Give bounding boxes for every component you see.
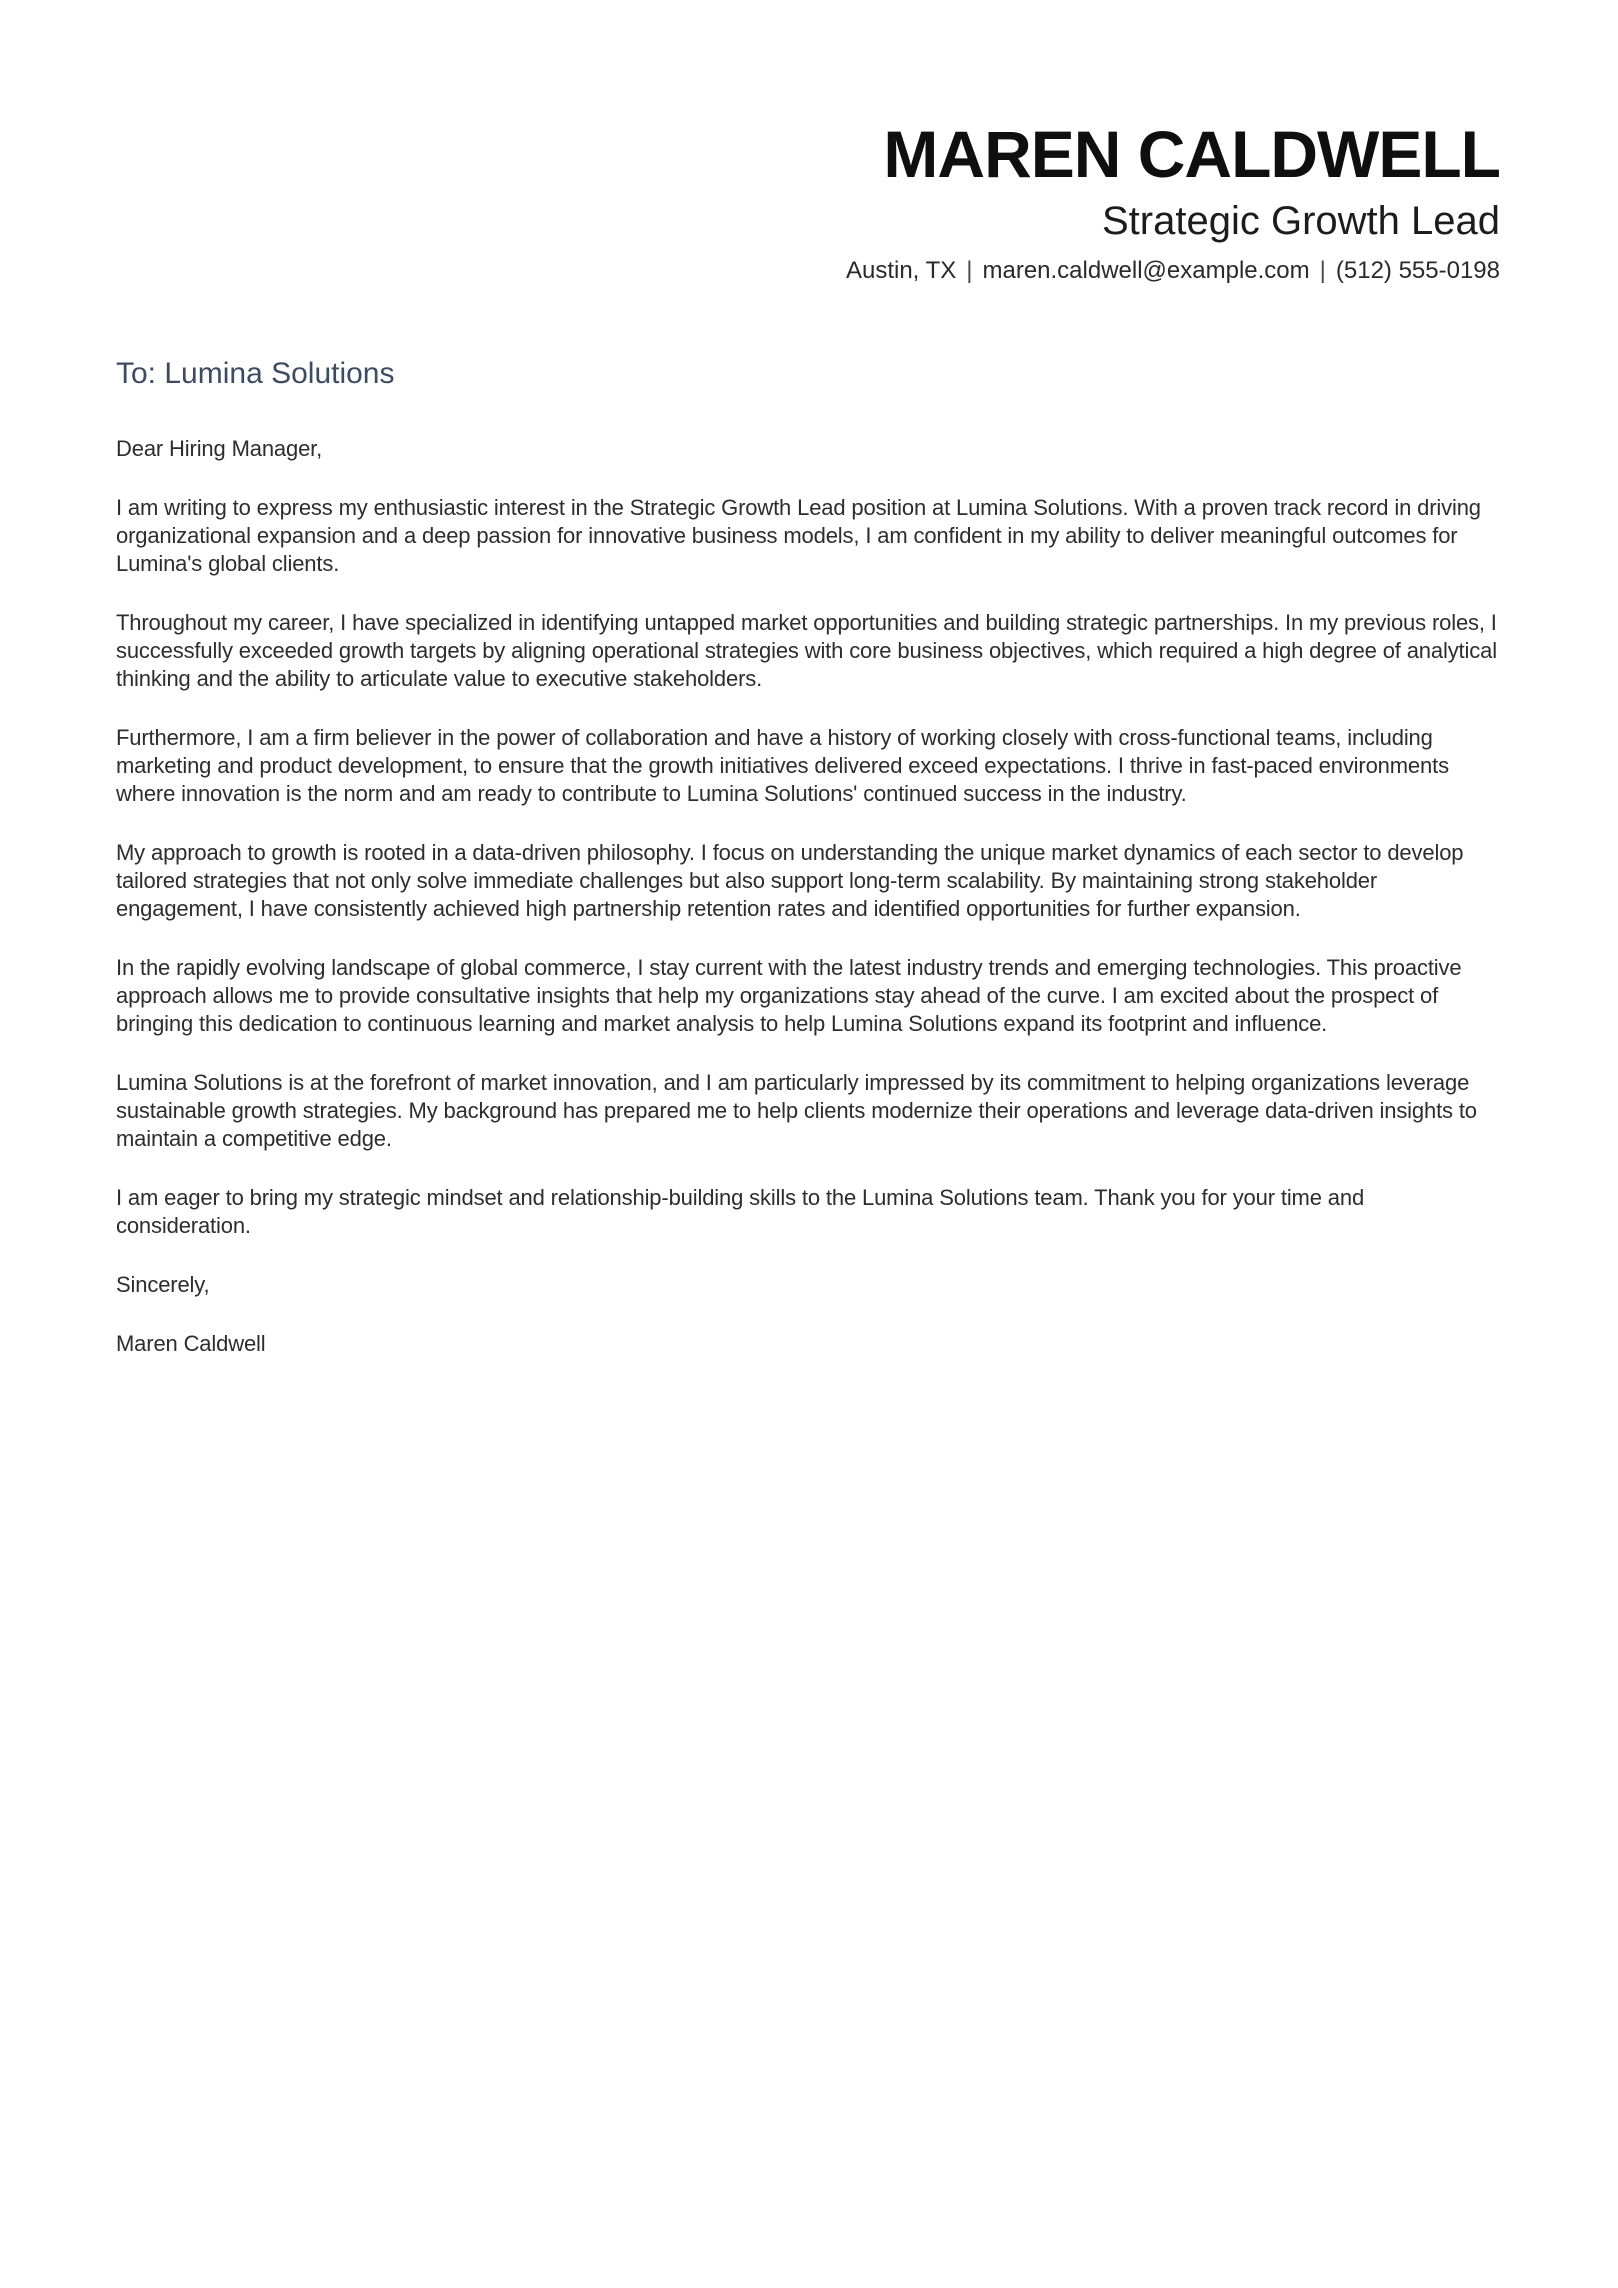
body-paragraph: In the rapidly evolving landscape of global commerce, I stay current with the latest industry trends and emerging technologies. This proactive approach allows me to provide consultative insights that help my organizations stay ahead of the curve. I am excited about the prospect of bringing this dedication to continuous learning and market analysis to help Lumina Solutions expand its footprint and influence. (116, 955, 1462, 1036)
contact-separator: | (966, 257, 973, 284)
closing: Sincerely, (116, 1272, 210, 1297)
contact-line (116, 257, 1500, 285)
signature: Maren Caldwell (116, 1331, 266, 1356)
letter-body (116, 356, 1500, 1358)
job-title: Strategic Growth Lead (1102, 199, 1500, 243)
body-paragraph: Lumina Solutions is at the forefront of market innovation, and I am particularly impressed by its commitment to helping organizations leverage sustainable growth strategies. My background has prepared me to help clients modernize their operations and leverage data-driven insights to maintain a competitive edge. (116, 1070, 1477, 1151)
body-paragraph: I am eager to bring my strategic mindset and relationship-building skills to the Lumina Solutions team. Thank you for your time and consideration. (116, 1185, 1365, 1238)
recipient-line: To: Lumina Solutions (116, 357, 395, 390)
contact-location: Austin, TX (845, 257, 957, 284)
body-paragraph: I am writing to express my enthusiastic interest in the Strategic Growth Lead position at Lumina Solutions. With a proven track record in driving organizational expansion and a deep passion for innovative business models, I am confident in my ability to deliver meaningful outcomes for Lumina's global clients. (116, 495, 1481, 576)
salutation: Dear Hiring Manager, (116, 436, 323, 461)
contact-phone: (512) 555-0198 (1335, 257, 1500, 284)
body-paragraph: Furthermore, I am a firm believer in the power of collaboration and have a history of working closely with cross-functional teams, including marketing and product development, to ensure that the growth initiatives delivered exceed expectations. I thrive in fast-paced environments where innovation is the norm and am ready to contribute to Lumina Solutions' continued success in the industry. (116, 725, 1449, 806)
body-paragraph: Throughout my career, I have specialized in identifying untapped market opportunities and building strategic partnerships. In my previous roles, I successfully exceeded growth targets by aligning operational strategies with core business objectives, which required a high degree of analytical thinking and the ability to articulate value to executive stakeholders. (116, 610, 1497, 691)
body-paragraph: My approach to growth is rooted in a data-driven philosophy. I focus on understanding the unique market dynamics of each sector to develop tailored strategies that not only solve immediate challenges but also support long-term scalability. By maintaining strong stakeholder engagement, I have consistently achieved high partnership retention rates and identified opportunities for further expansion. (116, 840, 1464, 921)
contact-separator: | (1319, 257, 1326, 284)
contact-email: maren.caldwell@example.com (982, 257, 1310, 284)
candidate-name: MAREN CALDWELL (883, 117, 1500, 191)
letter-header (116, 117, 1500, 285)
